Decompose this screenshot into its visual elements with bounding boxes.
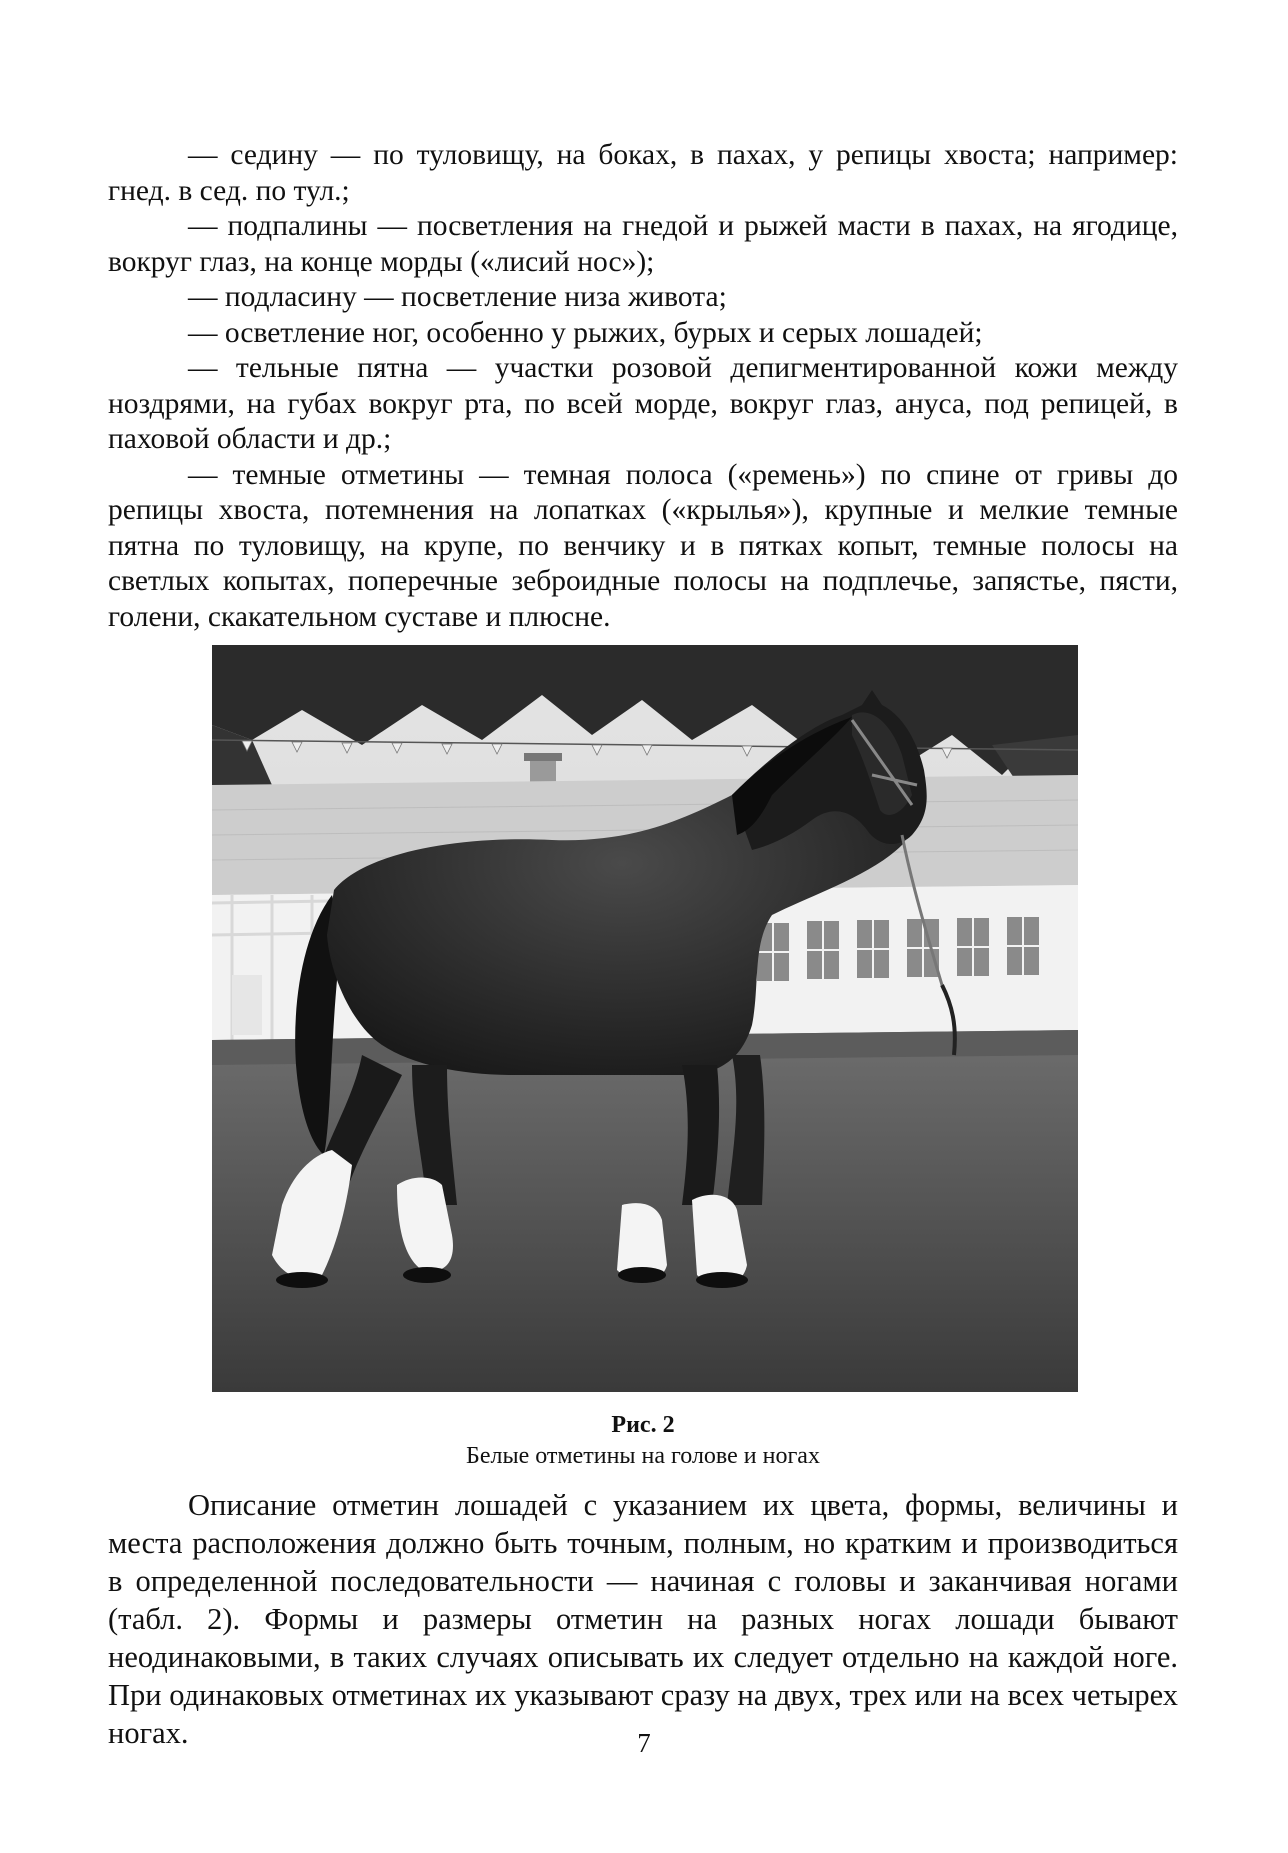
list-item: — подпалины — посветления на гнедой и рыжей масти в пахах, на ягодице, вокруг глаз, на конце морды («лисий нос»);: [108, 210, 1178, 278]
horse-photo: [212, 645, 1078, 1392]
page-number: 7: [637, 1728, 651, 1758]
intro-list: [108, 138, 1178, 635]
horse-photo-drawing: [212, 645, 1078, 1392]
list-item: — осветление ног, особенно у рыжих, бурых и серых лошадей;: [188, 316, 983, 349]
figure-label: Рис. 2: [611, 1412, 675, 1438]
page-content: [108, 138, 1178, 1752]
list-item: — подласину — посветление низа живота;: [188, 281, 727, 313]
list-item: — темные отметины — темная полоса («ремень») по спине от гривы до репицы хвоста, потемнения на лопатках («крылья»), крупные и мелкие темные пятна по туловищу, на крупе, по венчику и в пятках копыт, темные полосы на светлых копытах, поперечные зеброидные полосы на подплечье, запястье, пясти, голени, скакательном суставе и плюсне.: [108, 458, 1178, 633]
body-section: [108, 1486, 1178, 1752]
figure-caption: [108, 1410, 1178, 1472]
body-paragraph: Описание отметин лошадей с указанием их цвета, формы, величины и места расположения должно быть точным, полным, но кратким и производиться в определенной последовательности — начиная с головы и заканчивая ногами (табл. 2). Формы и размеры отметин на разных ногах лошади бывают неодинаковыми, в таких случаях описывать их следует отдельно на каждой ноге. При одинаковых отметинах их указывают сразу на двух, трех или на всех четырех ногах.: [108, 1488, 1178, 1750]
list-item: — тельные пятна — участки розовой депигментированной кожи между ноздрями, на губах вокруг рта, по всей морде, вокруг глаз, ануса, под репицей, в паховой области и др.;: [108, 352, 1178, 455]
figure-caption-text: Белые отметины на голове и ногах: [466, 1443, 820, 1469]
list-item: — седину — по туловищу, на боках, в пахах, у репицы хвоста; например: гнед. в сед. по тул.;: [108, 139, 1178, 207]
